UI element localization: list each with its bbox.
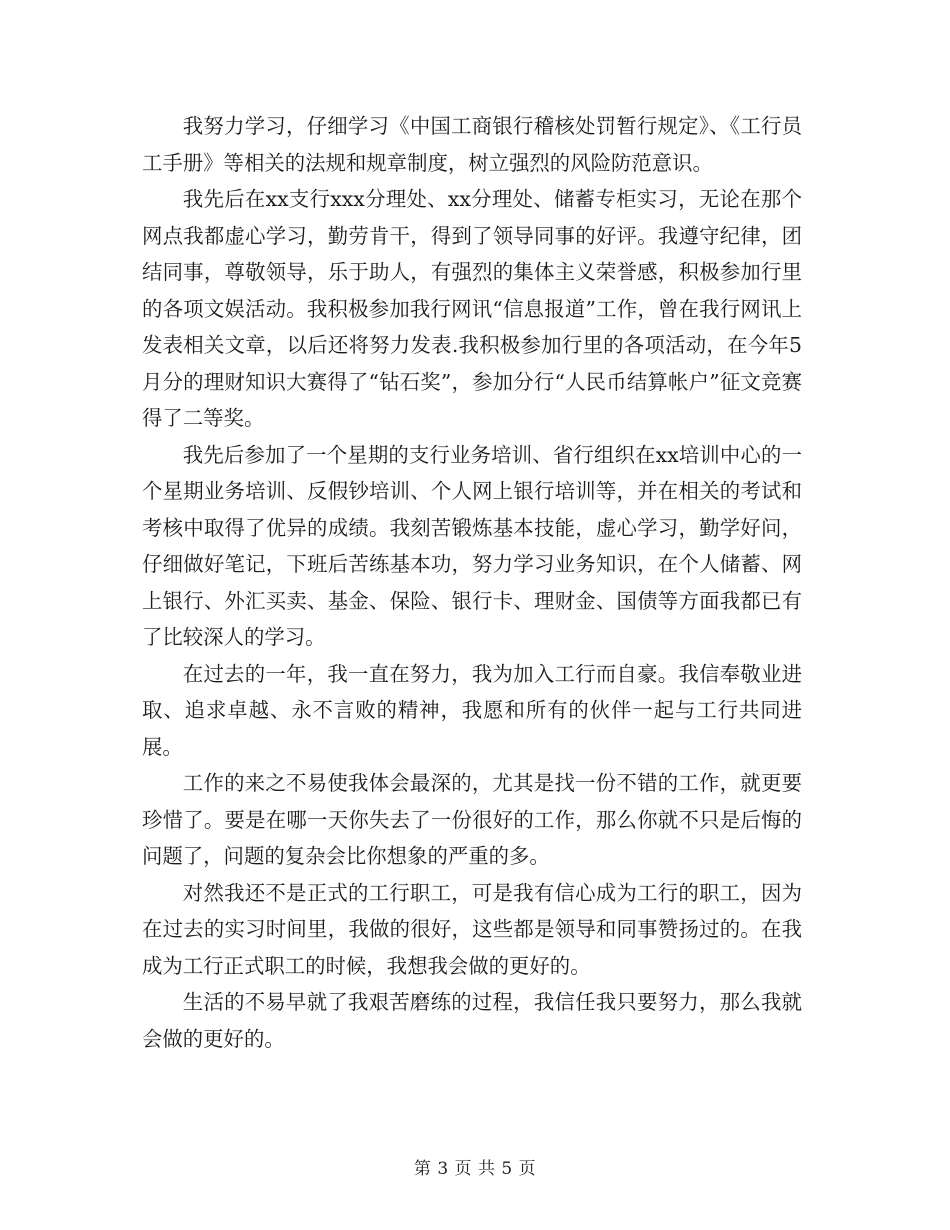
paragraph-training: 我先后参加了一个星期的支行业务培训、省行组织在xx培训中心的一个星期业务培训、反假钞培训、个人网上银行培训等，并在相关的考试和考核中取得了优异的成绩。我刻苦锻炼基本技能，虚心学习，勤学好问，仔细做好笔记，下班后苦练基本功，努力学习业务知识，在个人储蓄、网上银行、外汇买卖、基金、保险、银行卡、理财金、国债等方面我都已有了比较深人的学习。 <box>142 442 802 649</box>
paragraph-past-year: 在过去的一年，我一直在努力，我为加入工行而自豪。我信奉敬业进取、追求卓越、永不言败的精神，我愿和所有的伙伴一起与工行共同进展。 <box>142 661 802 759</box>
paragraph-study-regulations: 我努力学习，仔细学习《中国工商银行稽核处罚暂行规定》、《工行员工手册》等相关的法规和规章制度，树立强烈的风险防范意识。 <box>142 114 802 175</box>
paragraph-closing: 生活的不易早就了我艰苦磨练的过程，我信任我只要努力，那么我就会做的更好的。 <box>142 990 802 1051</box>
paragraph-internship-experience: 我先后在xx支行xxx分理处、xx分理处、储蓄专柜实习，无论在那个网点我都虚心学习，勤劳肯干，得到了领导同事的好评。我遵守纪律，团结同事，尊敬领导，乐于助人，有强烈的集体主义荣誉感，积极参加行里的各项文娱活动。我积极参加我行网讯“信息报道”工作，曾在我行网讯上发表相关文章，以后还将努力发表.我积极参加行里的各项活动，在今年5月分的理财知识大赛得了“钻石奖”，参加分行“人民币结算帐户”征文竞赛得了二等奖。 <box>142 187 802 430</box>
page-number-footer: 第 3 页 共 5 页 <box>413 1159 537 1179</box>
paragraph-cherish-work: 工作的来之不易使我体会最深的，尤其是找一份不错的工作，就更要珍惜了。要是在哪一天你失去了一份很好的工作，那么你就不只是后悔的问题了，问题的复杂会比你想象的严重的多。 <box>142 771 802 868</box>
paragraph-confidence: 对然我还不是正式的工行职工，可是我有信心成为工行的职工，因为在过去的实习时间里，我做的很好，这些都是领导和同事赞扬过的。在我成为工行正式职工的时候，我想我会做的更好的。 <box>142 880 802 978</box>
document-body <box>142 108 802 1057</box>
